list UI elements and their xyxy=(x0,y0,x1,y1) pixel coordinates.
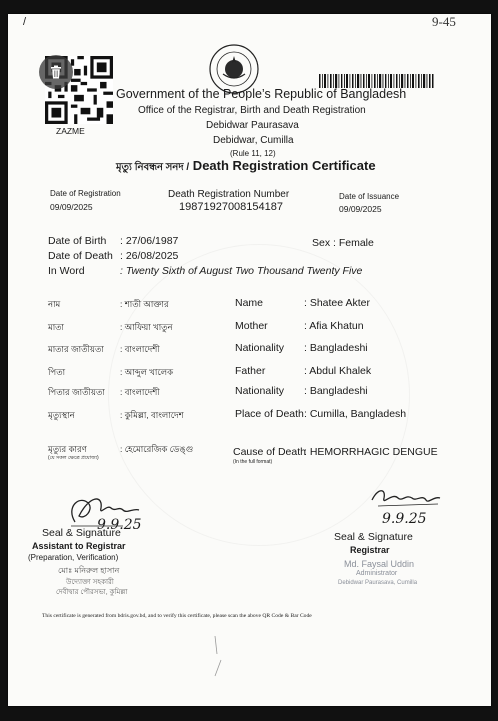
row-bn-value: : আব্দুল খালেক xyxy=(120,367,174,377)
cause-bn-label: মৃত্যুর কারণ xyxy=(48,444,87,454)
delete-button[interactable] xyxy=(39,55,73,89)
sex-value: Sex : Female xyxy=(312,237,374,249)
row-en-label: Name xyxy=(235,297,264,309)
birth-date-label: Date of Birth xyxy=(48,235,107,247)
assistant-seal-label: Seal & Signature xyxy=(42,527,121,539)
registrar-signature xyxy=(368,482,443,512)
registrar-stamp-title: Administrator xyxy=(356,570,398,577)
row-en-label: Nationality xyxy=(235,385,285,397)
registration-number-value: 19871927008154187 xyxy=(179,201,284,213)
qr-caption: ZAZME xyxy=(56,126,85,136)
registration-date-value: 09/09/2025 xyxy=(50,202,93,212)
office-location: Debidwar, Cumilla xyxy=(213,135,294,146)
assistant-stamp-name: মোঃ মনিরুল হাসান xyxy=(58,566,120,575)
row-bn-label: পিতার জাতীয়তা xyxy=(48,387,105,397)
corner-tick: / xyxy=(23,16,27,28)
cause-en-label: Cause of Death xyxy=(233,446,306,458)
row-en-value: : Afia Khatun xyxy=(304,320,364,332)
row-bn-label: পিতা xyxy=(48,367,66,377)
registration-date-label: Date of Registration xyxy=(50,189,121,198)
registrar-stamp-name: Md. Faysal Uddin xyxy=(344,559,415,569)
row-en-value: : Shatee Akter xyxy=(304,297,370,309)
trash-icon xyxy=(48,64,64,80)
assistant-stamp-office: দেবীদ্বার পৌরসভা, কুমিল্লা xyxy=(56,589,128,596)
cause-bn-sub: (যে সকল ক্ষেত্রে প্রযোজ্য) xyxy=(48,455,99,461)
issuance-date-label: Date of Issuance xyxy=(339,192,400,201)
row-en-label: Father xyxy=(235,365,266,377)
government-title: Government of the People’s Republic of Bangladesh xyxy=(116,87,407,101)
certificate-paper xyxy=(8,14,491,706)
registrar-seal-label: Seal & Signature xyxy=(334,531,413,543)
in-word-label: In Word xyxy=(48,265,85,277)
cause-en-value: : HEMORRHAGIC DENGUE xyxy=(304,446,438,458)
row-en-label: Mother xyxy=(235,320,268,332)
row-bn-label: নাম xyxy=(48,299,61,309)
certificate-title-bn: মৃত্যু নিবন্ধন সনদ / xyxy=(116,162,190,173)
row-bn-label: মাতা xyxy=(48,322,65,332)
corner-reference: 9-45 xyxy=(432,14,456,29)
office-title: Office of the Registrar, Birth and Death Registration xyxy=(138,105,366,116)
row-bn-label: মৃত্যুস্থান xyxy=(48,410,75,420)
registrar-stamp-office: Debidwar Paurasava, Cumilla xyxy=(338,580,418,586)
fold-mark xyxy=(203,636,228,686)
cause-bn-value: : হেমোরেজিক ডেঙ্গু xyxy=(120,444,194,454)
death-date-value: : 26/08/2025 xyxy=(120,250,179,262)
paurasava-name: Debidwar Paurasava xyxy=(206,120,299,131)
certificate-title-en: Death Registration Certificate xyxy=(189,158,376,173)
assistant-sign-date: 9.9.25 xyxy=(97,517,142,533)
cause-en-sub: (In the full format) xyxy=(233,459,273,465)
assistant-stamp-title: উদ্যোক্তা সহকারী xyxy=(66,579,114,586)
row-en-value: : Bangladeshi xyxy=(304,385,368,397)
row-en-label: Place of Death xyxy=(235,408,304,420)
row-en-value: : Bangladeshi xyxy=(304,342,368,354)
birth-date-value: : 27/06/1987 xyxy=(120,235,179,247)
death-date-label: Date of Death xyxy=(48,250,113,262)
issuance-date-value: 09/09/2025 xyxy=(339,204,382,214)
row-en-value: : Abdul Khalek xyxy=(304,365,372,377)
row-bn-value: : শাতী আক্তার xyxy=(120,299,169,309)
row-bn-value: : বাংলাদেশী xyxy=(120,387,160,397)
certificate-title xyxy=(116,158,376,177)
row-bn-value: : কুমিল্লা, বাংলাদেশ xyxy=(120,410,184,420)
registrar-role: Registrar xyxy=(350,545,390,555)
row-bn-label: মাতার জাতীয়তা xyxy=(48,344,104,354)
row-en-value: : Cumilla, Bangladesh xyxy=(304,408,407,420)
registrar-sign-date: 9.9.25 xyxy=(382,511,427,527)
row-bn-value: : আফিয়া খাতুন xyxy=(120,322,173,332)
barcode xyxy=(319,74,434,88)
in-word-value: : Twenty Sixth of August Two Thousand Twenty Five xyxy=(120,265,363,277)
rule-reference: (Rule 11, 12) xyxy=(230,149,276,158)
row-bn-value: : বাংলাদেশী xyxy=(120,344,160,354)
row-en-label: Nationality xyxy=(235,342,285,354)
assistant-role: Assistant to Registrar xyxy=(32,541,126,551)
verification-footer: This certificate is generated from bdris.gov.bd, and to verify this certificate, please scan the above QR Code & Bar Code xyxy=(42,613,312,619)
assistant-role-sub: (Preparation, Verification) xyxy=(28,553,119,562)
registration-number-label: Death Registration Number xyxy=(168,189,290,200)
